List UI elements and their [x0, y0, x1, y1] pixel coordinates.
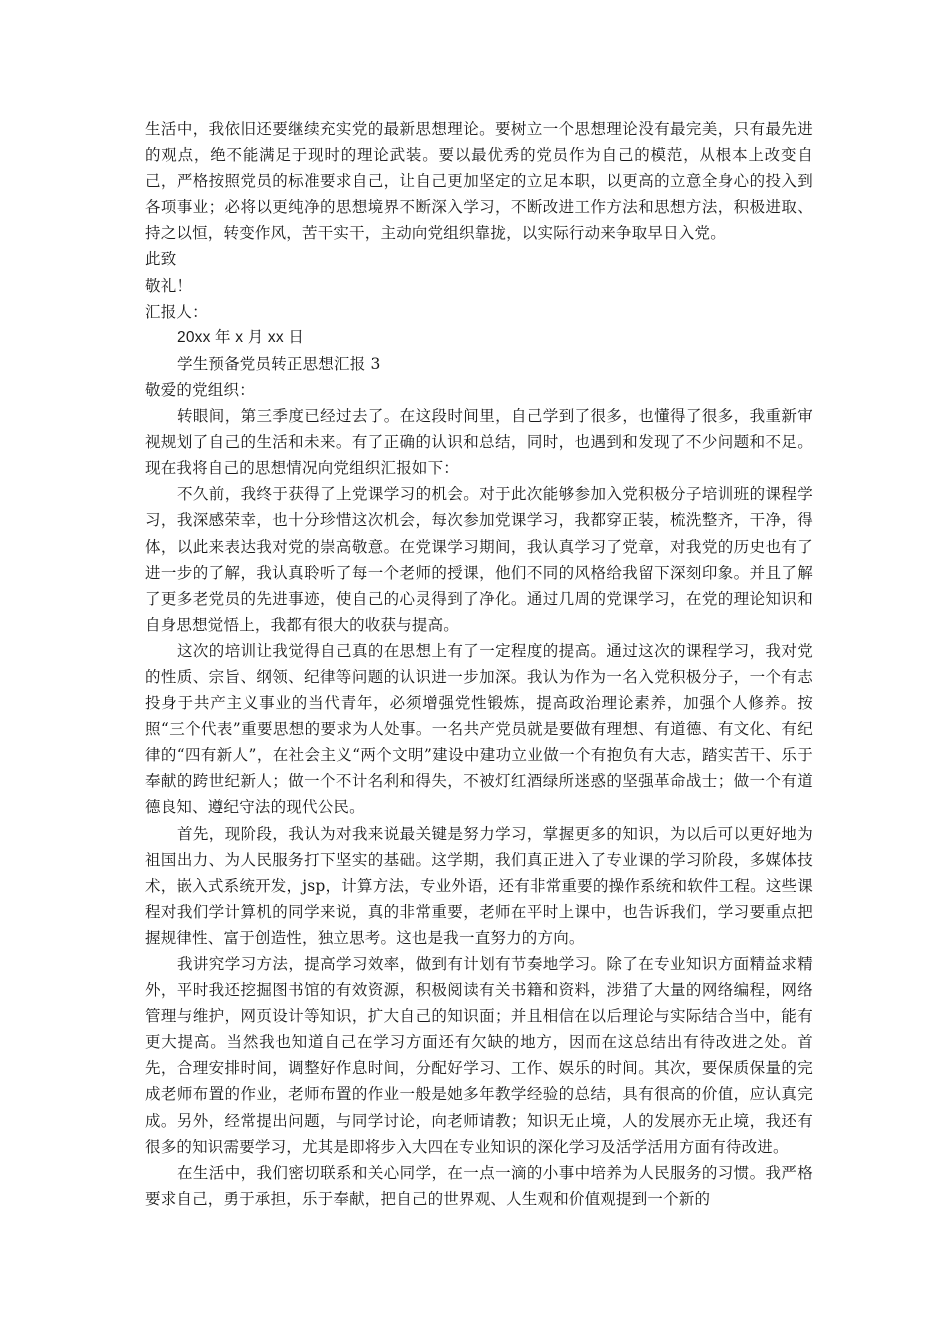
paragraph: 我讲究学习方法，提高学习效率，做到有计划有节奏地学习。除了在专业知识方面精益求精外，平时我还挖掘图书馆的有效资源，积极阅读有关书籍和资料，涉猎了大量的网络编程，网络管理与维护，网页设计等知识，扩大自己的知识面；并且相信在以后理论与实际结合当中，能有更大提高。当然我也知道自己在学习方面还有欠缺的地方，因而在这总结出有待改进之处。首先，合理安排时间，调整好作息时间，分配好学习、工作、娱乐的时间。其次，要保质保量的完成老师布置的作业，老师布置的作业一般是她多年教学经验的总结，具有很高的价值，应认真完成。另外，经常提出问题，与同学讨论，向老师请教；知识无止境，人的发展亦无止境，我还有很多的知识需要学习，尤其是即将步入大四在专业知识的深化学习及活学活用方面有待改进。 — [145, 955, 813, 1156]
paragraph-continuation: 生活中，我依旧还要继续充实党的最新思想理论。要树立一个思想理论没有最完美，只有最先进的观点，绝不能满足于现时的理论武装。要以最优秀的党员作为自己的模范，从根本上改变自己，严格按照党员的标准要求自己，让自己更加坚定的立足本职，以更高的立意全身心的投入到各项事业；必将以更纯净的思想境界不断深入学习，不断改进工作方法和思想方法，积极进取、持之以恒，转变作风，苦干实干，主动向党组织靠拢，以实际行动来争取早日入党。 — [145, 120, 813, 243]
paragraph: 在生活中，我们密切联系和关心同学，在一点一滴的小事中培养为人民服务的习惯。我严格要求自己，勇于承担，乐于奉献，把自己的世界观、人生观和价值观提到一个新的 — [145, 1163, 813, 1208]
report-date: 20xx 年 x 月 xx 日 — [177, 328, 305, 346]
closing-line: 此致 — [145, 250, 177, 269]
document-body — [145, 116, 813, 1212]
section-title: 学生预备党员转正思想汇报 3 — [177, 354, 381, 373]
closing-salute: 敬礼！ — [145, 276, 193, 295]
paragraph: 转眼间，第三季度已经过去了。在这段时间里，自己学到了很多，也懂得了很多，我重新审视规划了自己的生活和未来。有了正确的认识和总结，同时，也遇到和发现了不少问题和不足。现在我将自己的思想情况向党组织汇报如下： — [145, 407, 813, 478]
paragraph: 首先，现阶段，我认为对我来说最关键是努力学习，掌握更多的知识，为以后可以更好地为祖国出力、为人民服务打下坚实的基础。这学期，我们真正进入了专业课的学习阶段，多媒体技术，嵌入式系统开发，jsp，计算方法，专业外语，还有非常重要的操作系统和软件工程。这些课程对我们学计算机的同学来说，真的非常重要，老师在平时上课中，也告诉我们，学习要重点把握规律性、富于创造性，独立思考。这也是我一直努力的方向。 — [145, 824, 813, 947]
salutation: 敬爱的党组织： — [145, 380, 255, 399]
paragraph: 这次的培训让我觉得自己真的在思想上有了一定程度的提高。通过这次的课程学习，我对党的性质、宗旨、纲领、纪律等问题的认识进一步加深。我认为作为一名入党积极分子，一个有志投身于共产主义事业的当代青年，必须增强党性锻炼，提高政治理论素养，加强个人修养。按照“三个代表”重要思想的要求为人处事。一名共产党员就是要做有理想、有道德、有文化、有纪律的“四有新人”，在社会主义“两个文明”建设中建功立业做一个有抱负有大志，踏实苦干、乐于奉献的跨世纪新人；做一个不计名利和得失，不被灯红酒绿所迷惑的坚强革命战士；做一个有道德良知、遵纪守法的现代公民。 — [145, 641, 813, 817]
paragraph: 不久前，我终于获得了上党课学习的机会。对于此次能够参加入党积极分子培训班的课程学习，我深感荣幸，也十分珍惜这次机会，每次参加党课学习，我都穿正装，梳洗整齐，干净，得体，以此来表达我对党的崇高敬意。在党课学习期间，我认真学习了党章，对我党的历史也有了进一步的了解，我认真聆听了每一个老师的授课，他们不同的风格给我留下深刻印象。并且了解了更多老党员的先进事迹，使自己的心灵得到了净化。通过几周的党课学习，在党的理论知识和自身思想觉悟上，我都有很大的收获与提高。 — [145, 485, 813, 634]
reporter-label: 汇报人： — [145, 302, 208, 321]
